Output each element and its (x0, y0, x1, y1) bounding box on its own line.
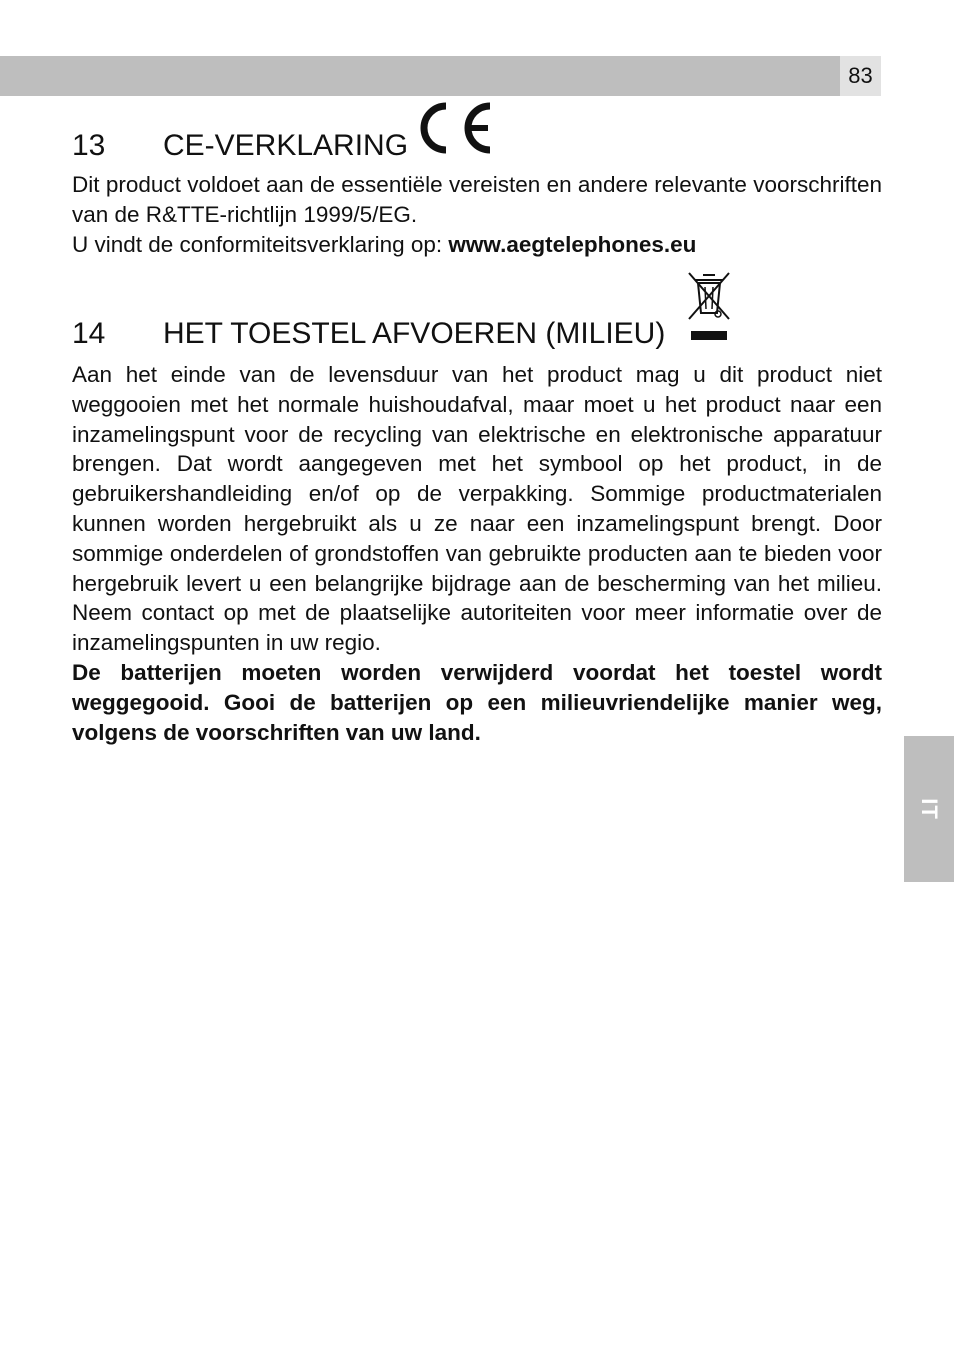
section-14-paragraph-1: Aan het einde van de levensduur van het product mag u dit product niet weggooien met het normale huishoudafval, maar moet u het product naar een inzamelingspunt voor de recycling van elektrische en elektronische apparatuur brengen. Dat wordt aangegeven met het symbool op het product, in de gebruikershandleiding en/of op de verpakking. Sommige productmaterialen kunnen worden hergebruikt als u ze naar een inzamelingspunt brengt. Door sommige onderdelen of grondstoffen van gebruikte producten aan te bieden voor hergebruik levert u een belangrijke bijdrage aan de bescherming van het milieu. Neem contact op met de plaatselijke autoriteiten voor meer informatie over de inzamelingspunten in uw regio. (72, 362, 882, 656)
conformity-text: U vindt de conformiteitsverklaring op: (72, 231, 449, 257)
ce-mark-icon (414, 101, 494, 164)
aeg-website-link[interactable]: www.aegtelephones.eu (448, 231, 697, 257)
section-14-heading (72, 276, 882, 352)
language-side-tab (904, 736, 954, 882)
side-tab-label: IT (917, 798, 942, 820)
section-13-paragraph-2 (72, 230, 882, 260)
header-bar (0, 56, 840, 96)
page-number: 83 (840, 56, 881, 96)
crossed-bin-icon (687, 271, 731, 352)
section-13-number: 13 (72, 129, 106, 162)
section-13-title: CE-VERKLARING (163, 129, 409, 162)
section-13 (72, 104, 882, 259)
section-13-heading (72, 104, 882, 164)
section-14-title: HET TOESTEL AFVOEREN (MILIEU) (163, 317, 666, 350)
section-14 (72, 276, 882, 747)
section-13-paragraph-1: Dit product voldoet aan de essentiële vereisten en andere relevante voorschriften van de R&TTE-richtlijn 1999/5/EG. (72, 172, 882, 227)
section-14-number: 14 (72, 317, 106, 350)
section-14-battery-notice: De batterijen moeten worden verwijderd voordat het toestel wordt weggegooid. Gooi de batterijen op een milieuvriendelijke manier weg, volgens de voorschriften van uw land. (72, 659, 882, 745)
